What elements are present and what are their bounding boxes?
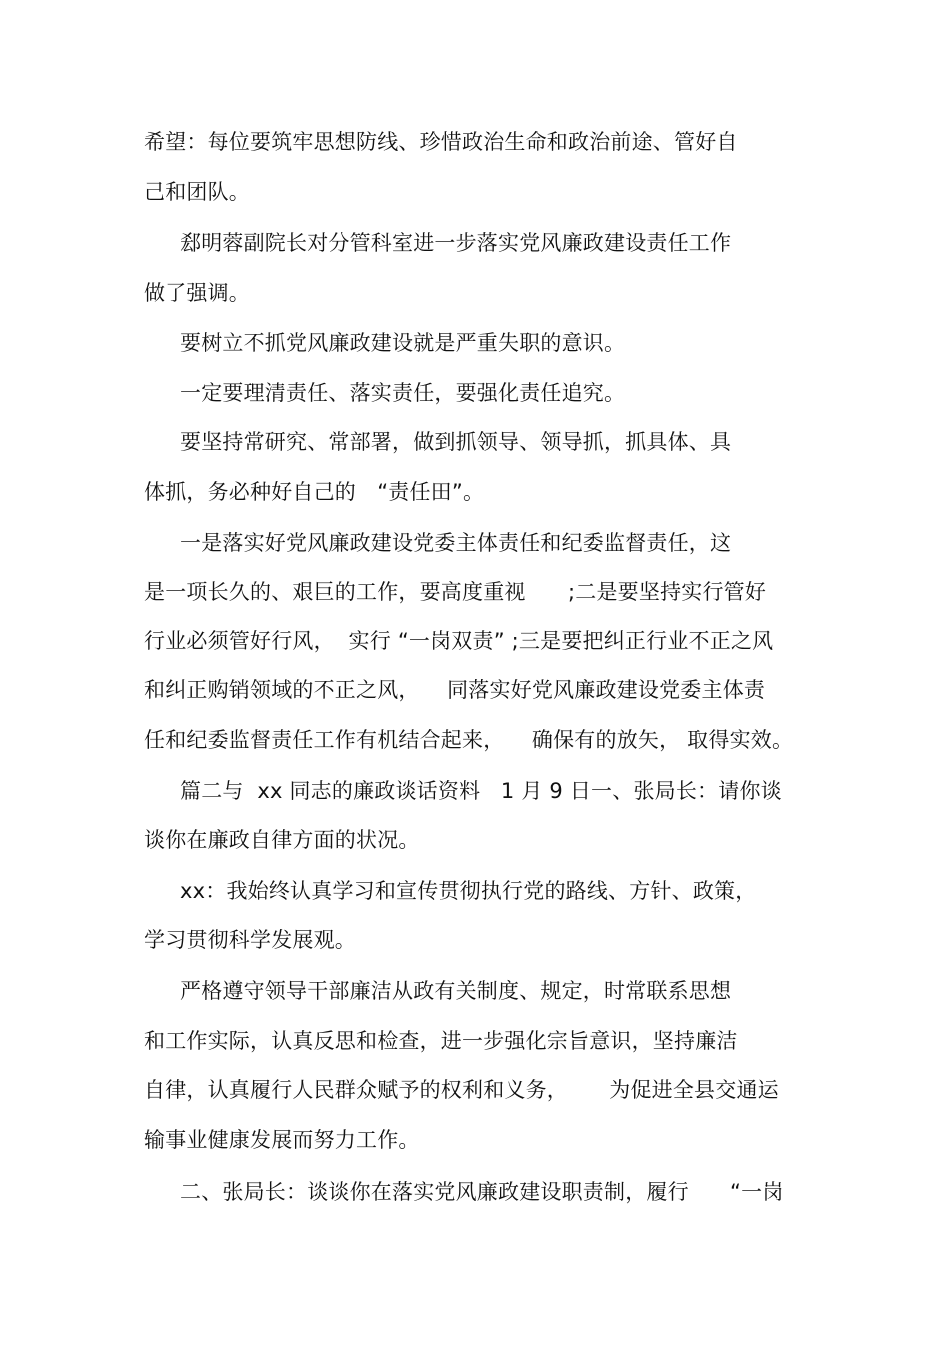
text-line: 篇二与 xx 同志的廉政谈话资料 1 月 9 日一、张局长：请你谈 [180,779,782,803]
text-line: 和纠正购销领域的不正之风， 同落实好党风廉政建设党委主体责 [144,678,766,702]
text-line: 做了强调。 [144,281,250,305]
text-line: 一是落实好党风廉政建设党委主体责任和纪委监督责任，这 [180,531,732,555]
text-line: 是一项长久的、艰巨的工作，要高度重视 ;二是要坚持实行管好 [144,580,767,604]
text-line: 己和团队。 [144,180,250,204]
text-line: 和工作实际，认真反思和检查，进一步强化宗旨意识，坚持廉洁 [144,1029,738,1053]
text-line: 学习贯彻科学发展观。 [144,928,356,952]
text-line: 希望：每位要筑牢思想防线、珍惜政治生命和政治前途、管好自 [144,130,738,154]
text-line: 体抓，务必种好自己的 “责任田”。 [144,480,485,504]
text-line: 谈你在廉政自律方面的状况。 [144,828,420,852]
text-line: 行业必须管好行风， 实行 “一岗双责” ;三是要把纠正行业不正之风 [144,629,774,653]
text-line: 任和纪委监督责任工作有机结合起来， 确保有的放矢， 取得实效。 [144,728,794,752]
text-line: 要坚持常研究、常部署，做到抓领导、领导抓，抓具体、具 [180,430,732,454]
text-line: 一定要理清责任、落实责任，要强化责任追究。 [180,381,626,405]
text-line: 严格遵守领导干部廉洁从政有关制度、规定，时常联系思想 [180,979,732,1003]
text-line: xx：我始终认真学习和宣传贯彻执行党的路线、方针、政策， [180,879,757,903]
text-line: 自律，认真履行人民群众赋予的权利和义务， 为促进全县交通运 [144,1078,779,1102]
text-line: 郄明蓉副院长对分管科室进一步落实党风廉政建设责任工作 [180,231,732,255]
text-line: 要树立不抓党风廉政建设就是严重失职的意识。 [180,331,626,355]
text-line: 二、张局长：谈谈你在落实党风廉政建设职责制，履行 “一岗 [180,1180,784,1204]
text-line: 输事业健康发展而努力工作。 [144,1128,420,1152]
